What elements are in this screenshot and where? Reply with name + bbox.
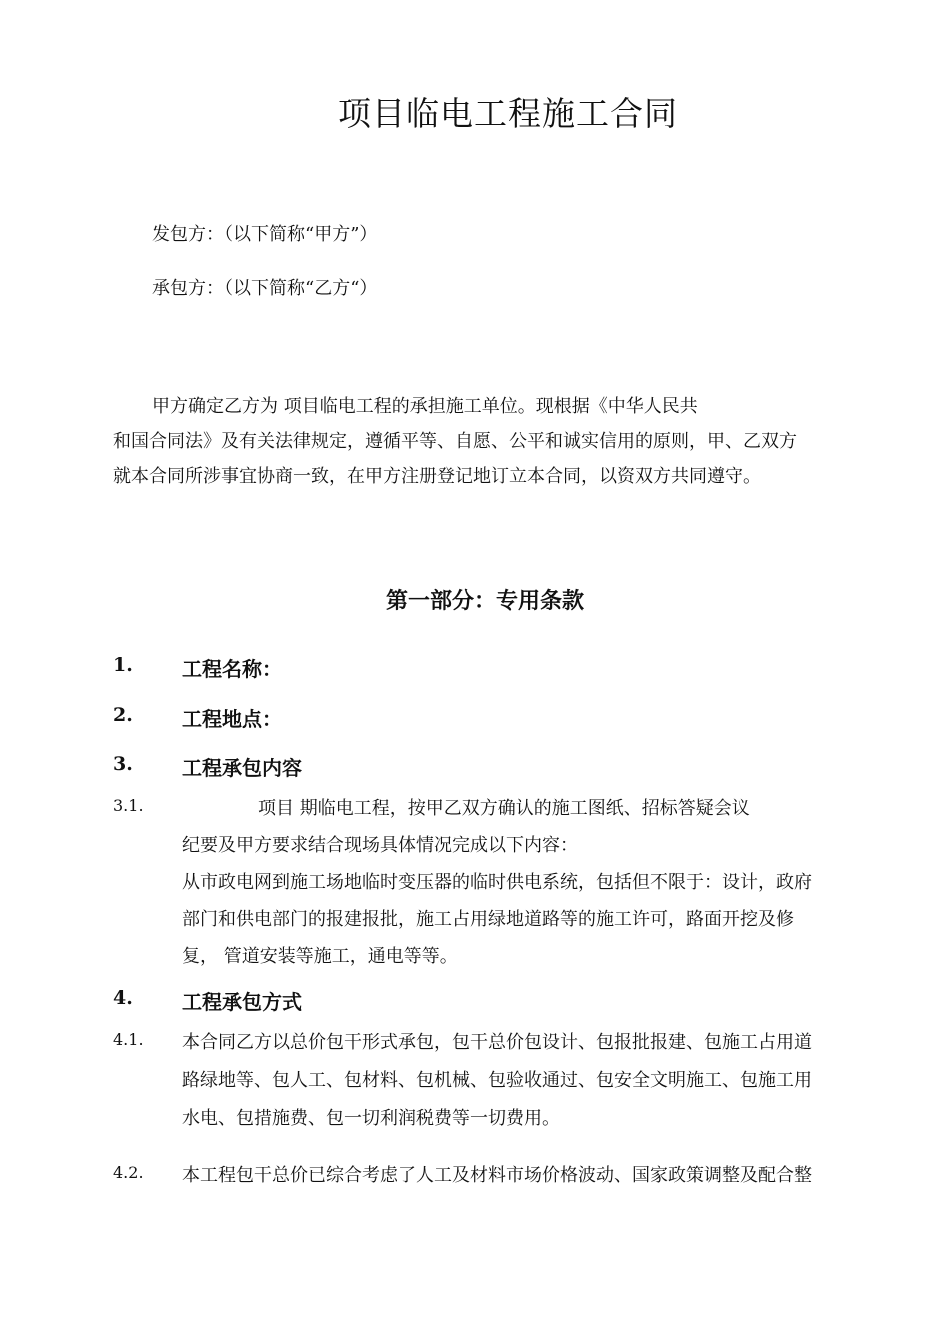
section-3-title: 工程承包内容 (182, 756, 302, 780)
clause-4-1-number: 4.1. (113, 1030, 144, 1049)
contractor-line: 承包方：（以下简称“乙方“） (152, 278, 378, 299)
clause-3-1-line-3: 从市政电网到施工场地临时变压器的临时供电系统，包括但不限于：设计，政府 (182, 872, 812, 893)
clause-4-1-line-3: 水电、包措施费、包一切利润税费等一切费用。 (182, 1108, 560, 1129)
clause-3-1-line-4: 部门和供电部门的报建报批，施工占用绿地道路等的施工许可，路面开挖及修 (182, 909, 794, 930)
clause-4-1-line-1: 本合同乙方以总价包干形式承包，包干总价包设计、包报批报建、包施工占用道 (182, 1032, 812, 1053)
employer-line: 发包方：（以下简称“甲方”） (152, 224, 378, 245)
clause-3-1-line-2: 纪要及甲方要求结合现场具体情况完成以下内容： (182, 835, 578, 856)
contract-title: 项目临电工程施工合同 (338, 94, 678, 133)
section-2-title: 工程地点： (182, 707, 282, 731)
section-1-title: 工程名称： (182, 657, 282, 681)
clause-3-1-line-5: 复， 管道安装等施工，通电等等。 (182, 946, 458, 967)
section-2-number: 2. (113, 704, 133, 726)
part-one-heading: 第一部分：专用条款 (385, 588, 584, 614)
preamble-line-2: 和国合同法》及有关法律规定，遵循平等、自愿、公平和诚实信用的原则，甲、乙双方 (113, 431, 797, 452)
clause-4-1-line-2: 路绿地等、包人工、包材料、包机械、包验收通过、包安全文明施工、包施工用 (182, 1070, 812, 1091)
clause-4-2-line-1: 本工程包干总价已综合考虑了人工及材料市场价格波动、国家政策调整及配合整 (182, 1165, 812, 1186)
clause-3-1-line-1: 项目 期临电工程，按甲乙双方确认的施工图纸、招标答疑会议 (258, 798, 750, 819)
section-4-title: 工程承包方式 (182, 990, 302, 1014)
clause-4-2-number: 4.2. (113, 1163, 144, 1182)
section-3-number: 3. (113, 753, 133, 775)
preamble-line-1: 甲方确定乙方为 项目临电工程的承担施工单位。现根据《中华人民共 (152, 396, 698, 417)
preamble-line-3: 就本合同所涉事宜协商一致，在甲方注册登记地订立本合同，以资双方共同遵守。 (113, 466, 761, 487)
clause-3-1-number: 3.1. (113, 796, 144, 815)
section-1-number: 1. (113, 654, 133, 676)
section-4-number: 4. (113, 987, 133, 1009)
